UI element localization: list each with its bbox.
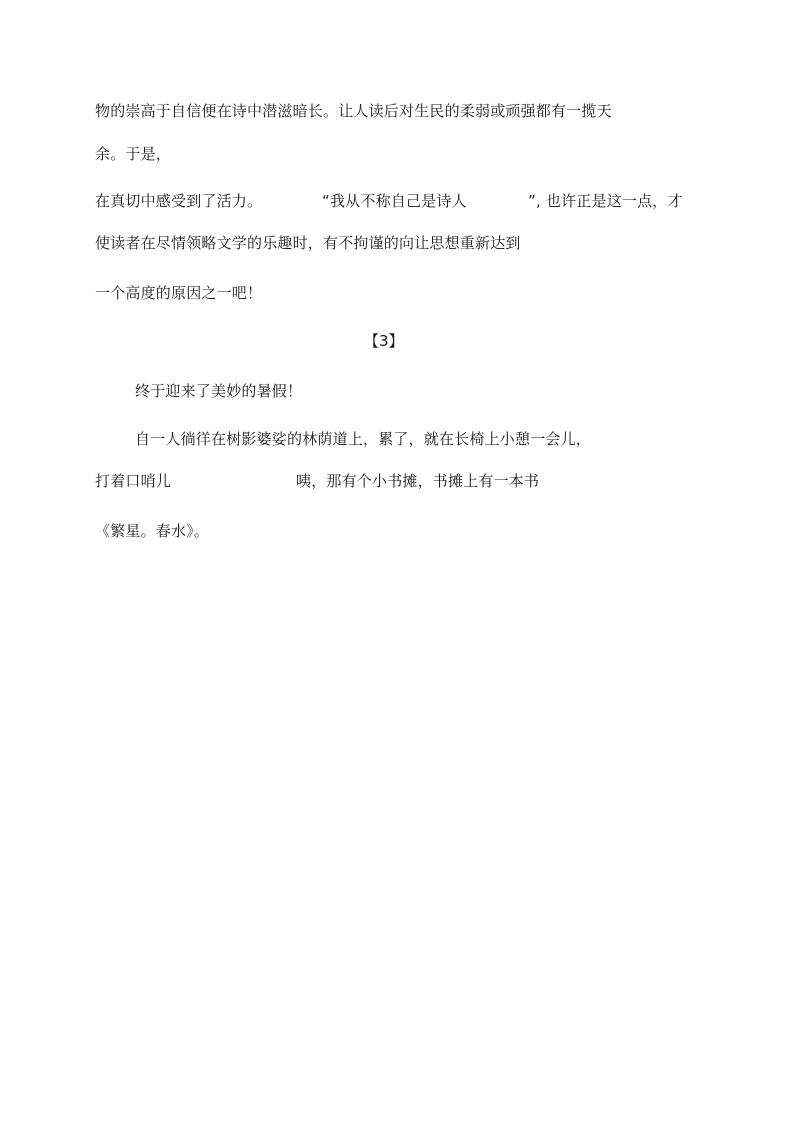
paragraph-line: 一个高度的原因之一吧！ <box>95 284 263 302</box>
quote-fragment: ”, 也许正是这一点，才 <box>528 192 683 210</box>
paragraph-line: 使读者在尽情领略文学的乐趣时，有不拘谨的向让思想重新达到 <box>95 234 521 252</box>
paragraph-line: 咦，那有个小书摊，书摊上有一本书 <box>296 472 540 490</box>
quote-fragment: “我从不称自己是诗人 <box>322 192 467 210</box>
paragraph-line: 打着口哨儿 <box>95 472 172 490</box>
paragraph-line: 终于迎来了美妙的暑假！ <box>135 382 303 400</box>
paragraph-line: 自一人徜徉在树影婆娑的林荫道上，累了，就在长椅上小憩一会儿， <box>135 430 592 448</box>
paragraph-line: 物的崇高于自信便在诗中潜滋暗长。让人读后对生民的柔弱或顽强都有一揽天 <box>95 102 612 120</box>
paragraph-line: 《繁星。春水》。 <box>95 522 210 540</box>
section-heading: 【3】 <box>364 332 404 350</box>
paragraph-line: 余。于是， <box>95 145 172 163</box>
paragraph-line: 在真切中感受到了活力。 <box>95 192 263 210</box>
